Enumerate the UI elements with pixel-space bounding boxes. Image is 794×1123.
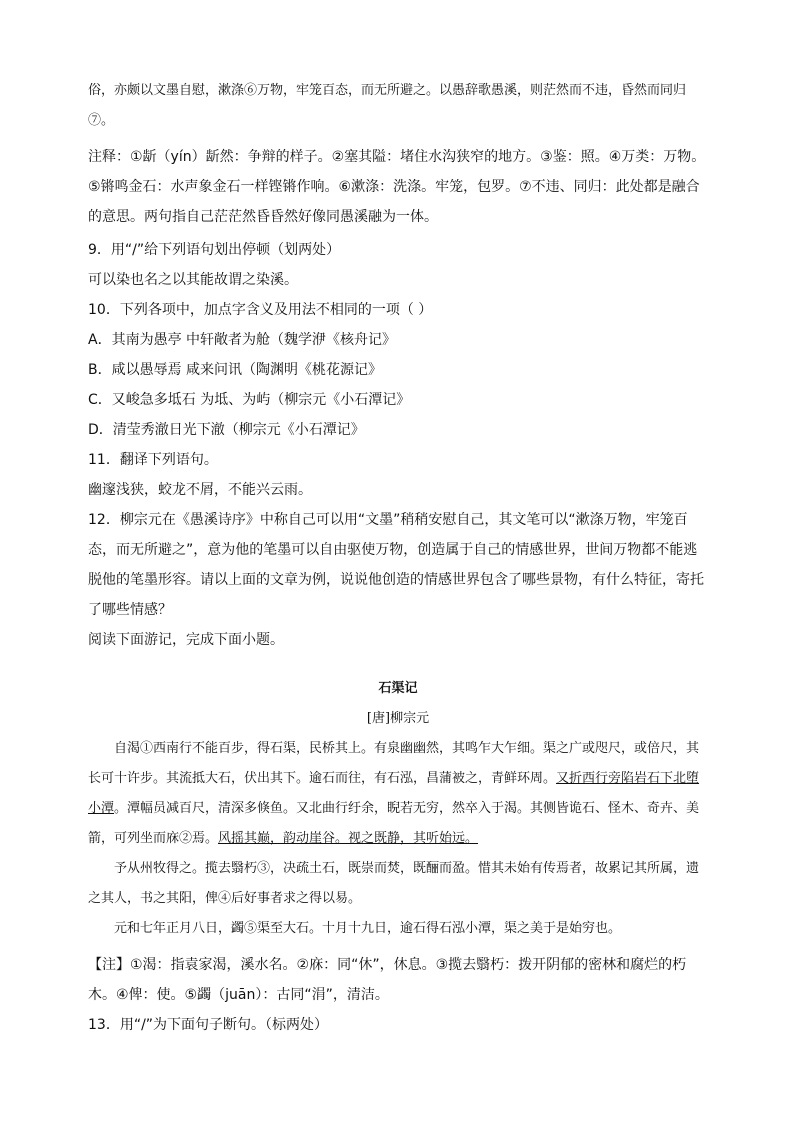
question-12: 12．柳宗元在《愚溪诗序》中称自己可以用“文墨”稍稍安慰自己，其文笔可以“漱涤万物，牢笼百态，而无所避之”，意为他的笔墨可以自由驱使万物，创造属于自己的情感世界，世间万物都不能逃脱他的笔墨形容。请以上面的文章为例，说说他创造的情感世界包含了哪些景物，有什么特征，寄托了哪些情感？ <box>88 512 704 618</box>
passage-paragraph-3: 元和七年正月八日，蠲⑤渠至大石。十月十九日，逾石得石泓小潭，渠之美于是始穷也。 <box>114 921 622 936</box>
passage-paragraph-2: 予从州牧得之。揽去翳朽③，决疏土石，既崇而焚，既酾而盈。惜其未始有传焉者，故累记其所属，遗之其人，书之其阳，俾④后好事者求之得以易。 <box>88 861 700 906</box>
notes-1 <box>88 142 708 232</box>
notes-2 <box>88 950 708 1040</box>
intro-line: 俗，亦颇以文墨自慰，漱涤⑥万物，牢笼百态，而无所避之。以愚辞歌愚溪，则茫然而不违，昏然而同归⑦。 <box>88 83 687 128</box>
passage-paragraph-1 <box>88 734 708 854</box>
passage-title: 石渠记 <box>378 681 418 696</box>
p1-part-a: 自渴①西南行不能百步，得石渠，民桥其上。有泉幽幽然，其鸣乍大乍细。渠之广或咫尺，或倍尺，其长可十许步。其流抵大石，伏出其下。逾石而往，有石泓，昌蒲被之，青鲜环周。 <box>88 741 700 786</box>
notes-1-text: 注释：①龂（yín）龂然：争辩的样子。②塞其隘：堵住水沟狭窄的地方。③鉴：照。④万类：万物。⑤锵鸣金石：水声象金石一样铿锵作响。⑥漱涤：洗涤。牢笼，包罗。⑦不违、同归：此处都是融合的意思。两句指自己茫茫然昏昏然好像同愚溪融为一体。 <box>88 149 706 225</box>
question-11-text: 幽邃浅狭，蛟龙不屑，不能兴云雨。 <box>88 482 312 498</box>
p1-underlined-1: 又折西行旁陷岩石下北堕小潭 <box>88 771 700 816</box>
question-9: 9．用“/”给下列语句划出停顿（划两处） <box>88 242 341 258</box>
question-10: 10．下列各项中，加点字含义及用法不相同的一项（ ） <box>88 302 433 318</box>
questions-section <box>88 235 708 655</box>
option-d: D．清莹秀澈日光下澈（柳宗元《小石潭记》 <box>88 422 365 438</box>
option-b: B．咸以愚辱焉 咸来问讯（陶渊明《桃花源记》 <box>88 362 383 378</box>
p1-part-b: 。潭幅员减百尺，清深多倏鱼。又北曲行纡余，睨若无穷，然卒入于渴。其侧皆诡石、怪木、奇卉、美箭，可列坐而庥②焉。 <box>88 801 700 846</box>
passage <box>88 674 708 944</box>
question-13: 13．用“/”为下面句子断句。（标两处） <box>88 1017 329 1033</box>
question-11: 11．翻译下列语句。 <box>88 452 218 468</box>
p1-underlined-2: 风摇其巅，韵动崖谷。视之既静，其听始远。 <box>218 831 479 846</box>
option-a: A．其南为愚亭 中轩敞者为舱（魏学洢《核舟记》 <box>88 332 397 348</box>
question-9-text: 可以染也名之以其能故谓之染溪。 <box>88 272 298 288</box>
passage-author: [唐]柳宗元 <box>366 711 430 726</box>
option-c: C．又峻急多坻石 为坻、为屿（柳宗元《小石潭记》 <box>88 392 411 408</box>
reading-instruction: 阅读下面游记，完成下面小题。 <box>88 632 284 648</box>
intro-passage <box>88 76 708 136</box>
notes-2-text: 【注】①渴：指袁家渴，溪水名。②庥：同“休”，休息。③揽去翳朽：拨开阴郁的密林和腐烂的朽木。④俾：使。⑤蠲（juān）：古同“涓”，清洁。 <box>88 957 687 1003</box>
